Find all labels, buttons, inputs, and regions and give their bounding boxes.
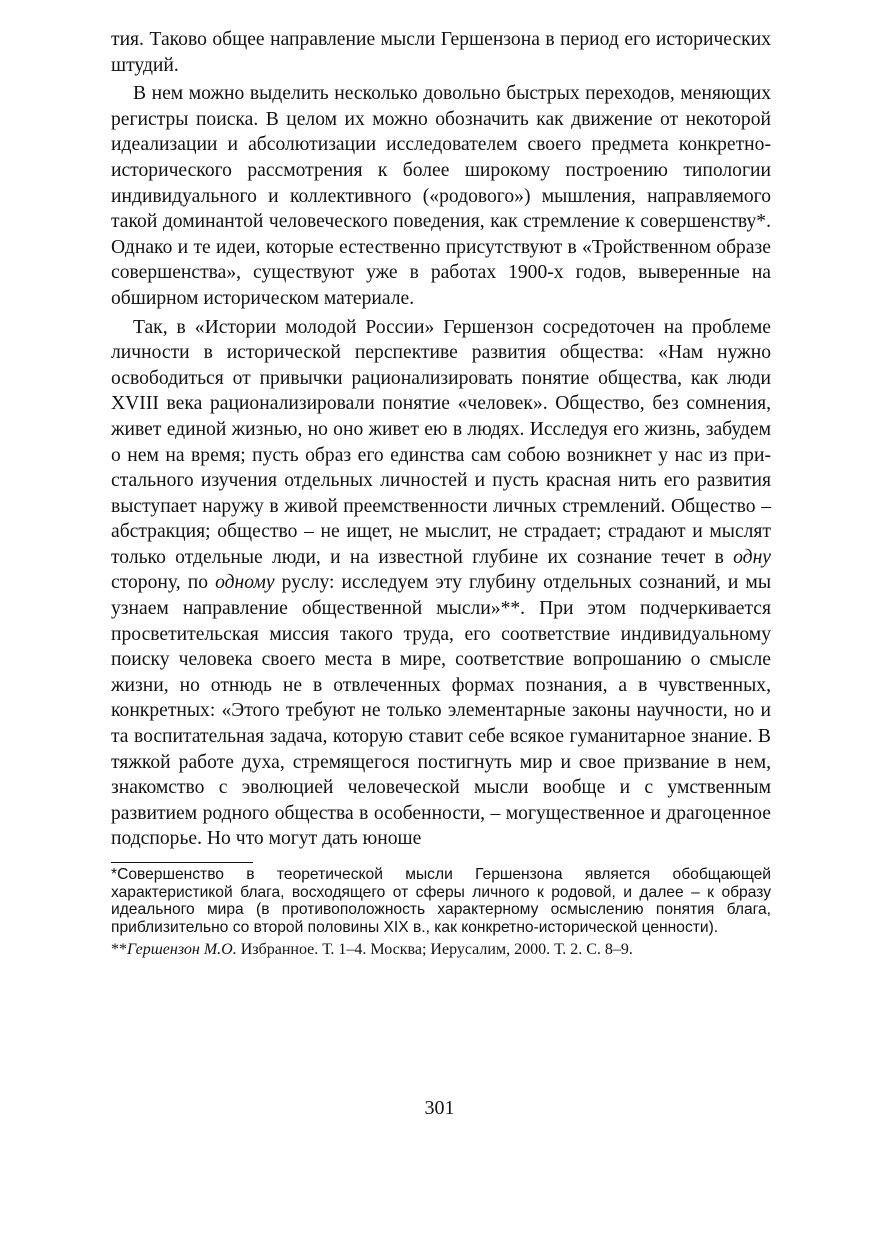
page-number: 301 (424, 1097, 455, 1119)
footnote-1: *Совершенство в теоретической мысли Гершензона является обобщающей характеристикой блага, восходящего от сферы личного к родовой, и далее – к образу идеального мира (в противоположность характерному осмыслению понятия блага, приблизительно со второй половины XIX в., как конкретно-исторической ценности). (111, 866, 771, 937)
emphasis-one: одну (733, 546, 771, 568)
paragraph-1: тия. Таково общее направление мысли Гершензона в период его исторических штудий. (111, 29, 771, 76)
paragraph-3 (111, 315, 771, 852)
footnote-rule (111, 862, 253, 863)
footnote-2-mark: ** (111, 940, 127, 958)
emphasis-two: одному (215, 572, 275, 594)
paragraph-3-part-c: руслу: исследуем эту глубину отдельных сознаний, и мы узнаем направление общественной мысли»**. При этом подчеркивается просветительская миссия такого труда, его соответствие индивидуальному поиску человека своего места в мире, соответствие вопрошанию о смысле жизни, но отнюдь не в отвлеченных формах познания, а в чувственных, конкретных: «Этого требуют не только элементарные законы научности, но и та воспитательная задача, которую ставит себе всякое гуманитарное знание. В тяжкой работе духа, стремящегося постигнуть мир и свое призвание в нем, знакомство с эволюцией человеческой мысли вообще и с умственным развитием родного общества в особенности, – могущественное и драгоценное подспорье. Но что могут дать юноше (111, 572, 771, 850)
footnote-2 (111, 941, 771, 959)
paragraph-3-part-a: Так, в «Истории молодой России» Гершензон сосредоточен на проблеме личности в исторической перспективе развития общества: «Нам нужно освободиться от привычки рационализировать понятие общества, как люди XVIII века рационализировали понятие «человек». Общество, без сомнения, живет единой жизнью, но оно живет ею в людях. Исследуя его жизнь, забудем о нем на время; пусть образ его единства сам собою возникнет у нас из пристального изучения отдельных личностей и пусть красная нить его развития выступает наружу в живой преемственности личных стремлений. Общество – абстракция; общество – не ищет, не мыслит, не страдает; страдают и мыслят только отдельные люди, и на известной глубине их сознание течет в (111, 316, 771, 568)
page-body (111, 27, 771, 959)
footnote-2-author: Гершензон М.О. (127, 940, 237, 958)
paragraph-2: В нем можно выделить несколько довольно быстрых переходов, меняющих регистры поиска. В целом их можно обозначить как движение от некоторой идеализации и абсолютизации исследователем своего предмета конкретно-исторического рассмотрения к более широкому построению типологии индивидуального и коллективного («родового») мышления, направляемого такой доминантой человеческого поведения, как стремление к совершенству*. Однако и те идеи, которые естественно присутствуют в «Тройственном образе совершенства», существуют уже в работах 1900-х годов, выверенные на обширном историческом материале. (111, 83, 771, 309)
footnote-2-text: Избранное. Т. 1–4. Москва; Иерусалим, 2000. Т. 2. С. 8–9. (236, 940, 633, 958)
paragraph-3-part-b: сторону, по (111, 572, 216, 594)
